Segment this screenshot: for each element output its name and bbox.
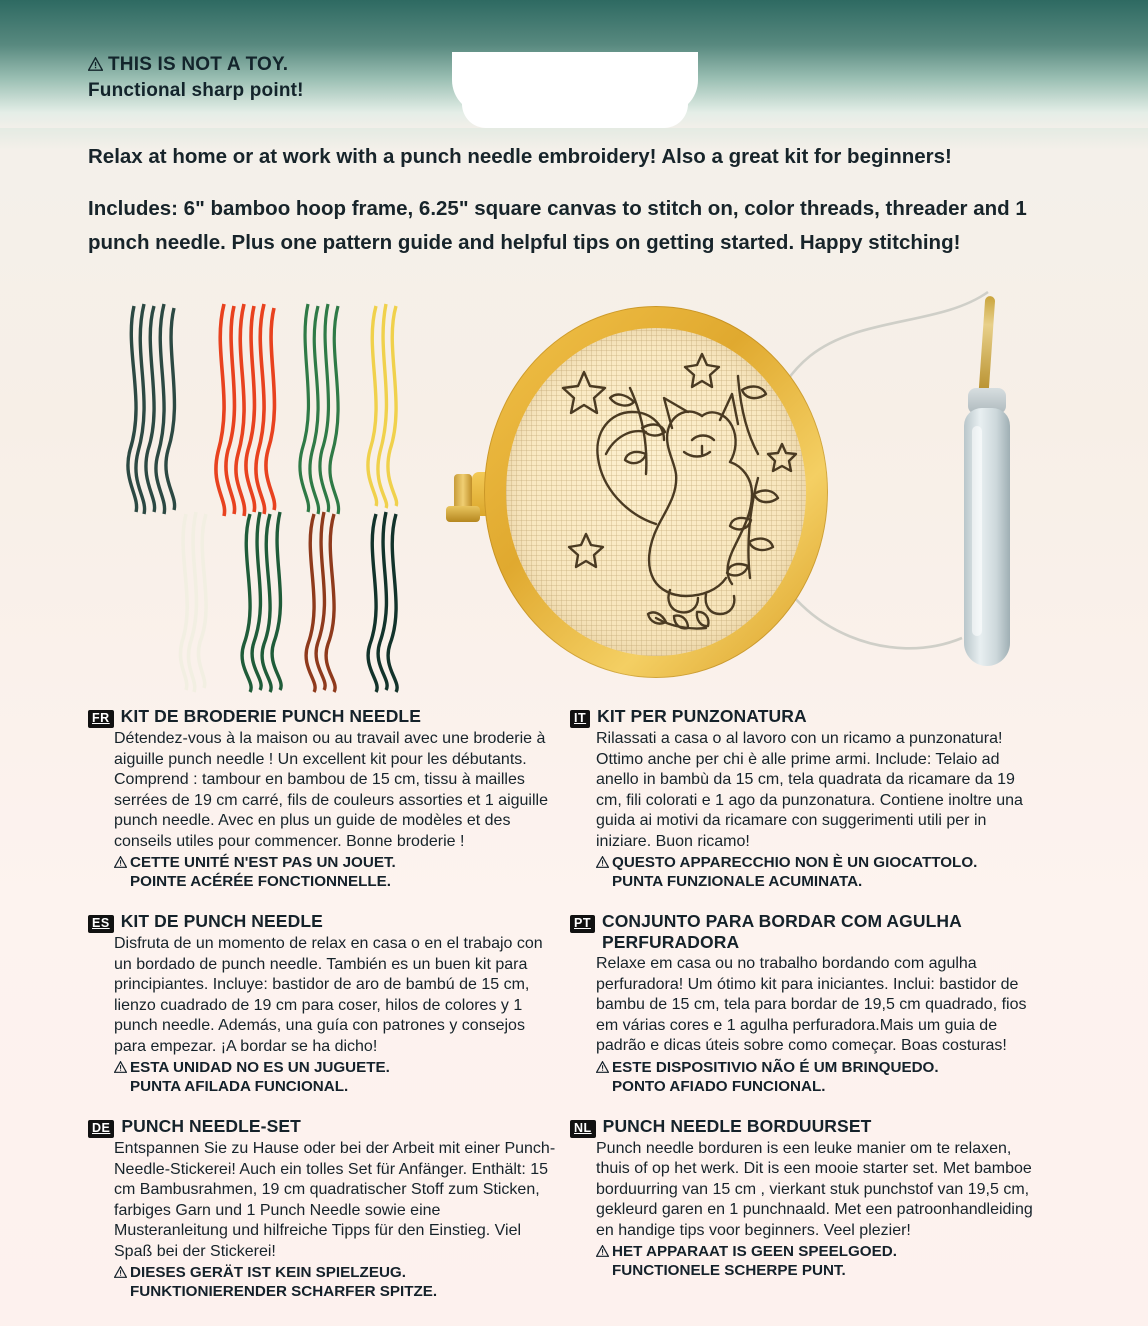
language-warning-es-line2: PUNTA AFILADA FUNCIONAL. [130,1078,349,1095]
language-title-nl: PUNCH NEEDLE BORDUURSET [602,1115,872,1136]
needle-handle [964,408,1010,666]
language-warning-es [114,1058,558,1096]
language-title-es: KIT DE PUNCH NEEDLE [120,911,323,931]
language-title-it: KIT PER PUNZONATURA [597,706,807,726]
language-block-de [88,1116,558,1301]
language-warning-nl-line1: HET APPARAAT IS GEEN SPEELGOED. [612,1243,897,1260]
language-warning-de-line1: DIESES GERÄT IST KEIN SPIELZEUG. [130,1264,406,1281]
language-block-es [88,911,558,1096]
language-block-nl [570,1116,1040,1281]
language-code-nl: NL [570,1120,596,1138]
product-photo [0,286,1148,696]
language-block-it [570,706,1040,891]
warning-triangle-icon [88,57,103,71]
language-warning-nl-line2: FUNCTIONELE SCHERPE PUNT. [612,1262,846,1279]
language-code-pt: PT [570,915,595,933]
language-body-pt: Relaxe em casa ou no trabalho bordando com agulha perfuradora! Um ótimo kit para iniciantes. Inclui: bastidor de bambu de 15 cm, tela para bordar de 19,5 cm quadrado, fios em várias cores e 1 agulha perfuradora.Mais um guia de padrão e dicas úteis sobre como começar. Boas costuras! [596,955,1027,1054]
language-code-es: ES [88,915,114,933]
language-warning-de-line2: FUNKTIONIERENDER SCHARFER SPITZE. [130,1283,438,1300]
marketing-headline: Relax at home or at work with a punch needle embroidery! Also a great kit for beginners! [88,145,952,168]
language-body-nl: Punch needle borduren is een leuke manier om te relaxen, thuis of op het werk. Dit is een mooie starter set. Met bamboe borduurring van 15 cm , vierkant stuk punchstof van 19,5 cm, gekleurd garen en 1 punchnaald. Met een patroonhandleiding en handige tips voor beginners. Veel plezier! [596,1139,1033,1239]
instructions-column-left [88,706,558,1321]
language-warning-fr [114,853,558,891]
language-title-pt: CONJUNTO PARA BORDAR COM AGULHA PERFURADORA [601,911,962,952]
language-block-pt [570,911,1040,1096]
not-a-toy-line2: Functional sharp point! [88,80,304,101]
language-warning-pt [596,1058,1040,1096]
language-warning-it-line1: QUESTO APPARECCHIO NON È UN GIOCATTOLO. [612,854,978,871]
language-warning-nl [596,1242,1040,1280]
kit-contents-text: Includes: 6" bamboo hoop frame, 6.25" square canvas to stitch on, color threads, threader and 1 punch needle. Plus one pattern guide and helpful tips on getting started. Happy stitching! [88,197,1027,254]
language-warning-pt-line1: ESTE DISPOSITIVIO NÃO É UM BRINQUEDO. [612,1058,939,1076]
language-warning-de [114,1263,558,1301]
warning-triangle-icon [114,1264,127,1276]
language-warning-it [596,853,1040,891]
punch-needle-tool [940,296,1030,676]
language-body-it: Rilassati a casa o al lavoro con un ricamo a punzonatura! Ottimo anche per chi è alle prime armi. Include: Telaio ad anello in bambù da 15 cm, tela quadrata da ricamare da 19 cm, fili colorati e 1 ago da punzonatura. Contiene inoltre una guida ai motivi da ricamare con suggerimenti utili per in iniziare. Buon ricamo! [596,730,1023,850]
language-title-fr: KIT DE BRODERIE PUNCH NEEDLE [120,706,421,726]
language-warning-fr-line1: CETTE UNITÉ N'EST PAS UN JOUET. [130,854,396,871]
not-a-toy-warning [88,52,508,104]
language-block-fr [88,706,558,891]
language-title-de: PUNCH NEEDLE-SET [121,1116,301,1136]
not-a-toy-line1: THIS IS NOT A TOY. [108,54,289,75]
warning-triangle-icon [596,1059,609,1071]
thread-hank-group-bottom [172,508,432,698]
language-code-fr: FR [88,710,114,728]
language-warning-it-line2: PUNTA FUNZIONALE ACUMINATA. [612,873,863,890]
language-warning-pt-line2: PONTO AFIADO FUNCIONAL. [612,1077,826,1095]
thread-hank-group-top [120,300,420,530]
warning-triangle-icon [596,854,609,866]
instructions-column-right [570,706,1040,1300]
language-code-de: DE [88,1120,114,1138]
warning-triangle-icon [596,1243,609,1255]
language-body-es: Disfruta de un momento de relax en casa o en el trabajo con un bordado de punch needle. También es un buen kit para principiantes. Incluye: bastidor de aro de bambú de 15 cm, lienzo cuadrado de 19 cm para coser, hilos de colores y 1 punch needle. Además, una guía con patrones y consejos para empezar. ¡A bordar se ha dicho! [114,935,543,1055]
embroidery-hoop [484,306,828,678]
language-body-fr: Détendez-vous à la maison ou au travail avec une broderie à aiguille punch needle ! Un excellent kit pour les débutants. Comprend : tambour en bambou de 15 cm, tissu à mailles serrées de 19 cm carré, fils de couleurs assorties et 1 aiguille punch needle. Avec en plus un guide de modèles et des conseils utiles pour commencer. Bonne broderie ! [114,730,548,850]
language-body-de: Entspannen Sie zu Hause oder bei der Arbeit mit einer Punch-Needle-Stickerei! Auch ein tolles Set für Anfänger. Enthält: 15 cm Bambusrahmen, 19 cm quadratischer Stoff zum Sticken, farbiges Garn und 1 Punch Needle sowie eine Musteranleitung und hilfreiche Tipps für den Einstieg. Viel Spaß bei der Stickerei! [114,1140,556,1260]
language-warning-es-line1: ESTA UNIDAD NO ES UN JUGUETE. [130,1059,390,1076]
warning-triangle-icon [114,854,127,866]
language-code-it: IT [570,710,590,728]
needle-tip [979,296,996,392]
warning-triangle-icon [114,1059,127,1071]
language-warning-fr-line2: POINTE ACÉRÉE FONCTIONNELLE. [130,873,392,890]
fox-pattern-artwork [506,328,806,656]
